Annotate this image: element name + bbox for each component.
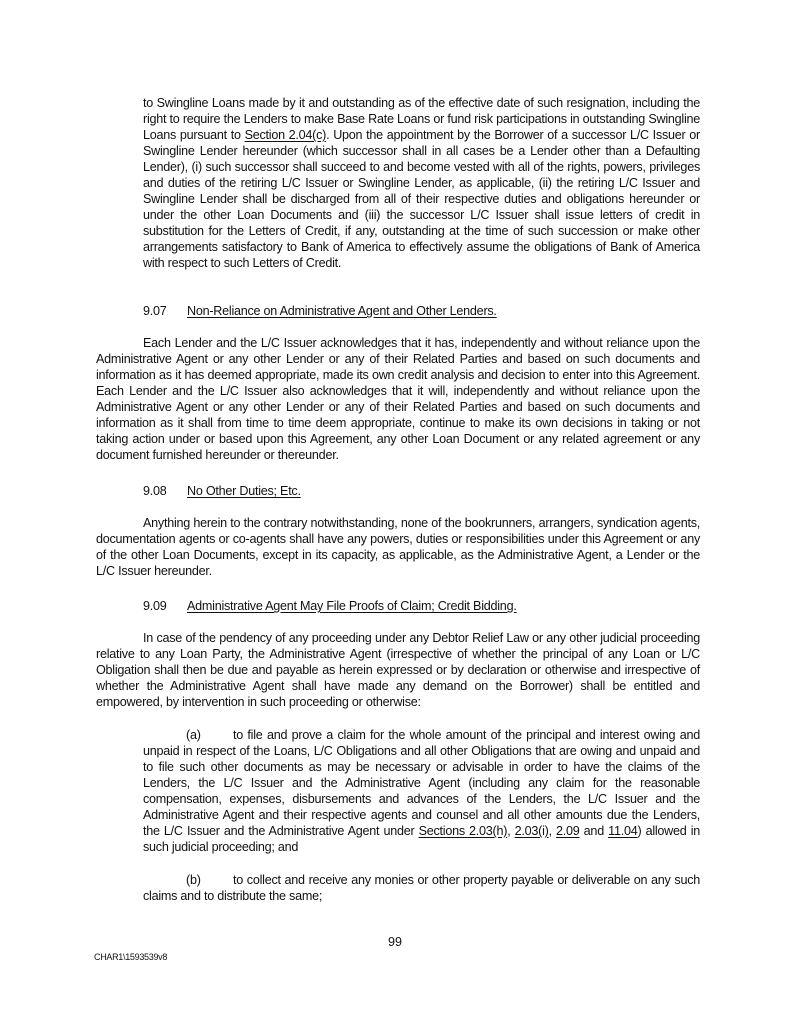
separator: , [548, 824, 556, 838]
separator: , [507, 824, 515, 838]
section-number: 9.08 [143, 484, 167, 498]
subclause-text-1: to file and prove a claim for the whole amount of the principal and interest owing and unpaid in respect of the Loans, L/C Obligations and all other Obligations that are owing and unpaid and to file such other documents as may be necessary or advisable in order to have the claims of the Lenders, the L/C Issuer and the Administrative Agent (including any claim for the reasonable compensation, expenses, disbursements and advances of the Lenders, the L/C Issuer and the Administrative Agent and their respective agents and counsel and all other amounts due the Lenders, the L/C Issuer and the Administrative Agent under [143, 728, 700, 838]
section-reference-link: Section 2.04(c) [244, 128, 327, 142]
separator: and [579, 824, 609, 838]
section-heading-9-08 [143, 483, 700, 499]
continuation-text-2: . Upon the appointment by the Borrower of a successor L/C Issuer or Swingline Lender hereunder (which successor shall in all cases be a Lender other than a Defaulting Lender), (i) such successor shall succeed to and become vested with all of the rights, powers, privileges and duties of the retiring L/C Issuer or Swingline Lender, as applicable, (ii) the retiring L/C Issuer and Swingline Lender shall be discharged from all of their respective duties and obligations hereunder or under the other Loan Documents and (iii) the successor L/C Issuer shall issue letters of credit in substitution for the Letters of Credit, if any, outstanding at the time of such succession or make other arrangements satisfactory to Bank of America to effectively assume the obligations of Bank of America with respect to such Letters of Credit. [143, 128, 700, 270]
section-number: 9.09 [143, 599, 167, 613]
subclause-b [143, 872, 700, 904]
section-reference-link: 2.09 [556, 824, 580, 838]
subclause-a [143, 727, 700, 855]
section-title: Non-Reliance on Administrative Agent and Other Lenders. [187, 304, 497, 318]
section-title: No Other Duties; Etc. [187, 484, 301, 498]
section-heading-9-07 [143, 303, 700, 319]
section-title: Administrative Agent May File Proofs of Claim; Credit Bidding. [187, 599, 517, 613]
section-reference-link: 2.03(i) [514, 824, 549, 838]
section-number: 9.07 [143, 304, 167, 318]
subclause-text-2: ) allowed in such judicial proceeding; and [143, 824, 701, 854]
section-body-9-09: In case of the pendency of any proceeding under any Debtor Relief Law or any other judicial proceeding relative to any Loan Party, the Administrative Agent (irrespective of whether the principal of any Loan or L/C Obligation shall then be due and payable as herein expressed or by declaration or otherwise and irrespective of whether the Administrative Agent shall have made any demand on the Borrower) shall be entitled and empowered, by intervention in such proceeding or otherwise: [96, 631, 700, 709]
section-heading-9-09 [143, 598, 700, 614]
subclause-text-1: to collect and receive any monies or other property payable or deliverable on any such claims and to distribute the same; [143, 873, 700, 903]
section-body-9-08: Anything herein to the contrary notwithstanding, none of the bookrunners, arrangers, syndication agents, documentation agents or co-agents shall have any powers, duties or responsibilities under this Agreement or any of the other Loan Documents, except in its capacity, as applicable, as the Administrative Agent, a Lender or the L/C Issuer hereunder. [96, 516, 700, 578]
subclause-label: (a) [186, 728, 201, 742]
subclause-label: (b) [186, 873, 201, 887]
section-reference-link: 11.04 [608, 824, 638, 838]
document-id: CHAR1\1593539v8 [94, 952, 168, 962]
section-body-9-07: Each Lender and the L/C Issuer acknowledges that it has, independently and without reliance upon the Administrative Agent or any other Lender or any of their Related Parties and based on such documents and information as it has deemed appropriate, made its own credit analysis and decision to enter into this Agreement. Each Lender and the L/C Issuer also acknowledges that it will, independently and without reliance upon the Administrative Agent or any other Lender or any of their Related Parties and based on such documents and information as it shall from time to time deem appropriate, continue to make its own decisions in taking or not taking action under or based upon this Agreement, any other Loan Document or any related agreement or any document furnished hereunder or thereunder. [96, 336, 700, 462]
continuation-paragraph [143, 95, 700, 271]
page-number: 99 [388, 935, 403, 949]
section-reference-link: Sections 2.03(h) [418, 824, 508, 838]
continuation-text-1: to Swingline Loans made by it and outstanding as of the effective date of such resignation, including the right to require the Lenders to make Base Rate Loans or fund risk participations in outstanding Swingline Loans pursuant to [143, 96, 700, 142]
